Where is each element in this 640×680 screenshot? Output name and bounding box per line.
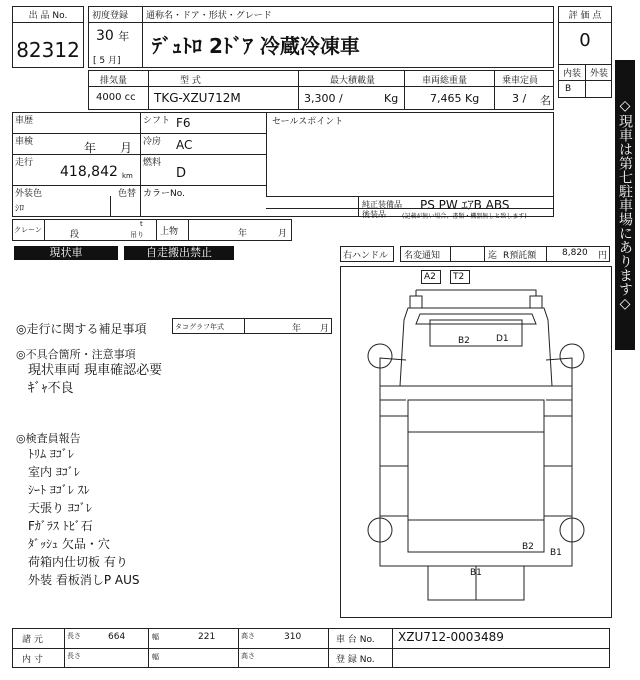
length-label: 長さ	[67, 632, 81, 640]
tacho-year-unit: 年	[292, 324, 302, 334]
aftermarket-label: 後装品	[362, 210, 386, 219]
width-label-2: 幅	[152, 653, 159, 661]
interior-grade: B	[565, 84, 572, 94]
equipment-value: PS PW ｴｱB ABS	[420, 198, 510, 212]
fuel-label: 燃料	[143, 158, 162, 168]
inspector-heading: ◎検査員報告	[16, 432, 81, 445]
first-reg-year-value: 30	[96, 28, 114, 44]
r-surcharge-unit: 円	[598, 251, 608, 261]
width-label: 幅	[152, 633, 159, 641]
mileage-value: 418,842	[60, 164, 118, 180]
inspection-label: 車検	[15, 137, 34, 147]
damage-mark-label: T2	[453, 272, 465, 282]
cooling-value: AC	[176, 138, 193, 152]
chassis-label: 車 台 No.	[336, 635, 375, 645]
color-no-label2: カラーNo.	[143, 189, 185, 199]
mileage-label: 走行	[15, 158, 34, 168]
seating-unit: 名	[540, 94, 551, 107]
side-banner: ◇現車は第七駐車場にあります◇	[615, 60, 635, 350]
height-value: 310	[284, 632, 302, 642]
score-label: 評 価 点	[568, 11, 602, 21]
r-surcharge-label: R預託額	[503, 251, 537, 261]
first-reg-year	[96, 28, 129, 44]
shift-label: シフト	[143, 116, 171, 126]
height-label: 高さ	[241, 632, 255, 640]
damage-mark-label: D1	[496, 334, 509, 344]
dims-label: 諸 元	[22, 635, 43, 645]
capacity-label: 最大積載量	[330, 76, 376, 86]
score-value: 0	[579, 30, 591, 51]
name-change: 名変通知	[404, 251, 441, 261]
interior-dims-label: 内 寸	[22, 655, 43, 665]
damage-mark-label: B1	[550, 548, 562, 558]
seating-value: 3 /	[512, 92, 527, 105]
seating-label: 乗車定員	[502, 76, 539, 86]
self-drive-badge: 自走搬出禁止	[124, 246, 234, 260]
damage-mark-label: B2	[458, 336, 470, 346]
model-value: TKG-XZU712M	[154, 91, 241, 105]
route-label: 迄	[488, 251, 498, 261]
inspector-line: 外装 看板消しP AUS	[28, 573, 140, 587]
chassis-value: XZU712-0003489	[398, 630, 504, 644]
reg-label: 登 録 No.	[336, 655, 375, 665]
inspector-line: 天張り ﾖｺﾞﾚ	[28, 501, 92, 515]
defect-line: ｷﾞｬ不良	[28, 381, 74, 396]
capacity-value: 3,300 /	[304, 92, 343, 105]
exterior-color-label: 外装色	[15, 189, 43, 199]
sales-point-label: セールスポイント	[272, 117, 344, 127]
model-label: 型 式	[180, 76, 201, 86]
defects-heading: ◎不具合箇所・注意事項	[16, 348, 136, 361]
gross-label: 車両総重量	[422, 76, 468, 86]
exterior-color-value: ｼﾛ	[15, 204, 25, 214]
crane-steps: 段	[70, 230, 80, 240]
crane-hang: 吊り	[130, 231, 144, 239]
inspector-line: 室内 ﾖｺﾞﾚ	[28, 465, 80, 479]
body-year-unit: 年	[238, 229, 248, 239]
displacement-label: 排気量	[100, 76, 128, 86]
tacho-month-unit: 月	[320, 324, 330, 334]
inspection-year-unit: 年	[84, 141, 97, 155]
length-label-2: 長さ	[67, 652, 81, 660]
driving-heading: ◎走行に関する補足事項	[16, 322, 147, 336]
height-label-2: 高さ	[241, 652, 255, 660]
length-value: 664	[108, 632, 126, 642]
tacho-label: タコグラフ年式	[175, 323, 224, 331]
displacement-value: 4000 cc	[96, 92, 136, 103]
crane-label: クレーン	[14, 226, 42, 234]
shift-value: F6	[176, 116, 191, 130]
body-month-unit: 月	[278, 229, 288, 239]
current-badge: 現状車	[14, 246, 118, 260]
inspector-line: ﾀﾞｯｼｭ 欠品・穴	[28, 537, 110, 551]
capacity-unit: Kg	[384, 92, 399, 105]
color-no-label: 色替	[118, 189, 137, 199]
width-value: 221	[198, 632, 216, 642]
damage-mark-label: A2	[424, 272, 436, 282]
right-hand: 右ハンドル	[343, 251, 389, 261]
body-label: 上物	[160, 227, 179, 237]
r-surcharge-value: 8,820	[562, 248, 588, 258]
defect-line: 現状車両 現車確認必要	[28, 363, 163, 378]
lot-label: 出 品 No.	[28, 11, 68, 21]
exterior-label: 外装	[589, 69, 608, 79]
mileage-unit: km	[122, 172, 133, 180]
fuel-value: D	[176, 166, 187, 181]
gross-value: 7,465 Kg	[430, 92, 480, 105]
history-label: 車歴	[15, 116, 34, 126]
equipment-label: 純正装備品	[362, 200, 402, 209]
name-label: 通称名・ドア・形状・グレード	[146, 11, 272, 21]
first-reg-label: 初度登録	[92, 11, 129, 21]
damage-mark-label: B2	[522, 542, 534, 552]
first-reg-month: [ 5 月]	[93, 56, 121, 66]
inspector-line: ｼｰﾄ ﾖｺﾞﾚ ｽﾚ	[28, 483, 90, 497]
aftermarket-note: (記載が無い場合、書類・機器無しと致します)	[402, 213, 527, 220]
inspection-month-unit: 月	[120, 141, 133, 155]
crane-t: t	[140, 220, 143, 228]
damage-mark-label: B1	[470, 568, 482, 578]
interior-label: 内装	[562, 69, 581, 79]
year-unit: 年	[118, 30, 130, 43]
crane-box	[12, 219, 292, 241]
inspector-line: ﾄﾘﾑ ﾖｺﾞﾚ	[28, 447, 74, 461]
inspector-line: Fｶﾞﾗｽ ﾄﾋﾞ石	[28, 519, 93, 533]
inspector-line: 荷箱内仕切板 有り	[28, 555, 128, 569]
lot-number: 82312	[16, 38, 80, 62]
cooling-label: 冷房	[143, 137, 162, 147]
truck-diagram	[340, 266, 612, 618]
car-name: ﾃﾞｭﾄﾛ 2ﾄﾞｱ 冷蔵冷凍車	[152, 34, 360, 58]
